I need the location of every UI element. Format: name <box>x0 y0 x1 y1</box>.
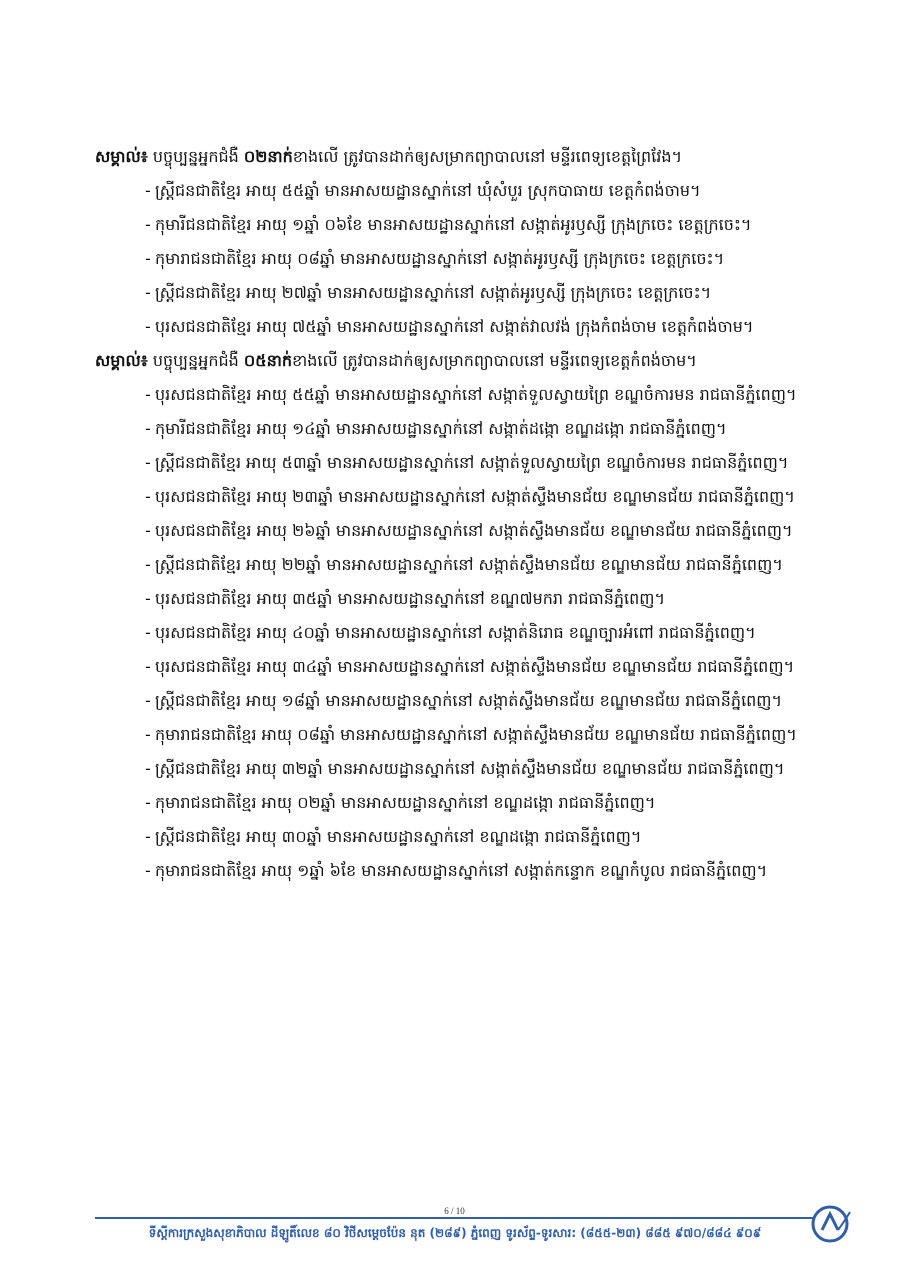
ministry-logo-icon <box>808 1202 854 1246</box>
note-label: សម្គាល់៖ <box>95 147 148 166</box>
case-item: - កុមារាជនជាតិខ្មែរ អាយុ ០៨ឆ្នាំ មានអាសយដ្ឋានស្នាក់នៅ សង្កាត់អូរឫស្សី ក្រុងក្រចេះ ខេត្តក្រចេះ។ <box>145 249 725 268</box>
case-item: - កុមារាជនជាតិខ្មែរ អាយុ ១ឆ្នាំ ៦ខែ មានអាសយដ្ឋានស្នាក់នៅ សង្កាត់កន្ទោក ខណ្ឌកំបូល រាជធានីភ្នំពេញ។ <box>145 861 768 880</box>
section-kampong-cham-hospital <box>95 344 815 888</box>
case-item: - បុរសជនជាតិខ្មែរ អាយុ ៣៥ឆ្នាំ មានអាសយដ្ឋានស្នាក់នៅ ខណ្ឌ៧មករា រាជធានីភ្នំពេញ។ <box>145 589 666 608</box>
case-item: - កុមារីជនជាតិខ្មែរ អាយុ ១៤ឆ្នាំ មានអាសយដ្ឋានស្នាក់នៅ សង្កាត់ដង្កោ ខណ្ឌដង្កោ រាជធានីភ្នំពេញ។ <box>145 419 727 438</box>
case-list <box>95 174 815 344</box>
case-item: - ស្ត្រីជនជាតិខ្មែរ អាយុ ១៨ឆ្នាំ មានអាសយដ្ឋានស្នាក់នៅ សង្កាត់ស្ទឹងមានជ័យ ខណ្ឌមានជ័យ រាជធានីភ្នំពេញ។ <box>145 691 783 710</box>
case-item: - កុមារីជនជាតិខ្មែរ អាយុ ១ឆ្នាំ ០៦ខែ មានអាសយដ្ឋានស្នាក់នៅ សង្កាត់អូរឫស្សី ក្រុងក្រចេះ ខេត្តក្រចេះ។ <box>145 215 752 234</box>
patient-count: ០២នាក់ <box>243 147 293 166</box>
case-item: - ស្ត្រីជនជាតិខ្មែរ អាយុ ២២ឆ្នាំ មានអាសយដ្ឋានស្នាក់នៅ សង្កាត់ស្ទឹងមានជ័យ ខណ្ឌមានជ័យ រាជធានីភ្នំពេញ។ <box>145 555 783 574</box>
footer-divider <box>95 1217 815 1219</box>
section-kampong-cham-prey-veng <box>95 140 815 344</box>
footer-address: ទីស្តីការក្រសួងសុខាភិបាល ដីឡូតិ៍លេខ ៨០ វិថីសម្តេចប៉ែន នុត (២៨៩) ភ្នំពេញ ទូរស័ព្ទ-ទូរសារ: (៨៥៥-២៣) ៨៨៥ ៩៧០/៨៨៤ ៩០៩ <box>148 1226 762 1240</box>
case-item: - ស្ត្រីជនជាតិខ្មែរ អាយុ ៣០ឆ្នាំ មានអាសយដ្ឋានស្នាក់នៅ ខណ្ឌដង្កោ រាជធានីភ្នំពេញ។ <box>145 827 642 846</box>
case-item: - ស្ត្រីជនជាតិខ្មែរ អាយុ ២៧ឆ្នាំ មានអាសយដ្ឋានស្នាក់នៅ សង្កាត់អូរឫស្សី ក្រុងក្រចេះ ខេត្តក្រចេះ។ <box>145 283 712 302</box>
case-item: - ស្ត្រីជនជាតិខ្មែរ អាយុ ៣២ឆ្នាំ មានអាសយដ្ឋានស្នាក់នៅ សង្កាត់ស្ទឹងមានជ័យ ខណ្ឌមានជ័យ រាជធានីភ្នំពេញ។ <box>145 759 785 778</box>
case-item: - កុមារាជនជាតិខ្មែរ អាយុ ០៨ឆ្នាំ មានអាសយដ្ឋានស្នាក់នៅ សង្កាត់ស្ទឹងមានជ័យ ខណ្ឌមានជ័យ រាជធានីភ្នំពេញ។ <box>145 725 797 744</box>
note-intro-pre: បច្ចុប្បន្នអ្នកជំងឺ <box>147 147 244 166</box>
case-item: - ស្ត្រីជនជាតិខ្មែរ អាយុ ៥៥ឆ្នាំ មានអាសយដ្ឋានស្នាក់នៅ ឃុំសំបួរ ស្រុកបាធាយ ខេត្តកំពង់ចាម។ <box>145 181 701 200</box>
case-item: - បុរសជនជាតិខ្មែរ អាយុ ៧៥ឆ្នាំ មានអាសយដ្ឋានស្នាក់នៅ សង្កាត់វាលវង់ ក្រុងកំពង់ចាម ខេត្តកំពង់ចាម។ <box>145 317 754 336</box>
note-intro-post: ខាងលើ ត្រូវបានដាក់ឲ្យសម្រាកព្យាបាលនៅ មន្ទីរពេទ្យខេត្តព្រៃវែង។ <box>292 147 683 166</box>
case-item: - ស្ត្រីជនជាតិខ្មែរ អាយុ ៥៣ឆ្នាំ មានអាសយដ្ឋានស្នាក់នៅ សង្កាត់ទួលស្វាយព្រៃ ខណ្ឌចំការមន រាជធានីភ្នំពេញ។ <box>145 453 789 472</box>
note-intro-post: ខាងលើ ត្រូវបានដាក់ឲ្យសម្រាកព្យាបាលនៅ មន្ទីរពេទ្យខេត្តកំពង់ចាម។ <box>291 351 697 370</box>
case-item: - បុរសជនជាតិខ្មែរ អាយុ ២៣ឆ្នាំ មានអាសយដ្ឋានស្នាក់នៅ សង្កាត់ស្ទឹងមានជ័យ ខណ្ឌមានជ័យ រាជធានីភ្នំពេញ។ <box>145 487 795 506</box>
section-note <box>95 140 815 174</box>
note-intro-pre: បច្ចុប្បន្នអ្នកជំងឺ <box>147 351 244 370</box>
page-number: 6 / 10 <box>444 1206 465 1216</box>
case-item: - បុរសជនជាតិខ្មែរ អាយុ ៣៤ឆ្នាំ មានអាសយដ្ឋានស្នាក់នៅ សង្កាត់ស្ទឹងមានជ័យ ខណ្ឌមានជ័យ រាជធានីភ្នំពេញ។ <box>145 657 795 676</box>
section-note <box>95 344 815 378</box>
case-item: - បុរសជនជាតិខ្មែរ អាយុ ២៦ឆ្នាំ មានអាសយដ្ឋានស្នាក់នៅ សង្កាត់ស្ទឹងមានជ័យ ខណ្ឌមានជ័យ រាជធានីភ្នំពេញ។ <box>145 521 793 540</box>
patient-count: ០៥នាក់ <box>243 351 292 370</box>
case-item: - បុរសជនជាតិខ្មែរ អាយុ ៤០ឆ្នាំ មានអាសយដ្ឋានស្នាក់នៅ សង្កាត់និរោធ ខណ្ឌច្បារអំពៅ រាជធានីភ្នំពេញ។ <box>145 623 756 642</box>
case-item: - បុរសជនជាតិខ្មែរ អាយុ ៥៥ឆ្នាំ មានអាសយដ្ឋានស្នាក់នៅ សង្កាត់ទួលស្វាយព្រៃ ខណ្ឌចំការមន រាជធានីភ្នំពេញ។ <box>145 385 797 404</box>
case-list <box>95 378 815 888</box>
document-body <box>95 140 815 888</box>
note-label: សម្គាល់៖ <box>95 351 148 370</box>
case-item: - កុមារាជនជាតិខ្មែរ អាយុ ០២ឆ្នាំ មានអាសយដ្ឋានស្នាក់នៅ ខណ្ឌដង្កោ រាជធានីភ្នំពេញ។ <box>145 793 656 812</box>
